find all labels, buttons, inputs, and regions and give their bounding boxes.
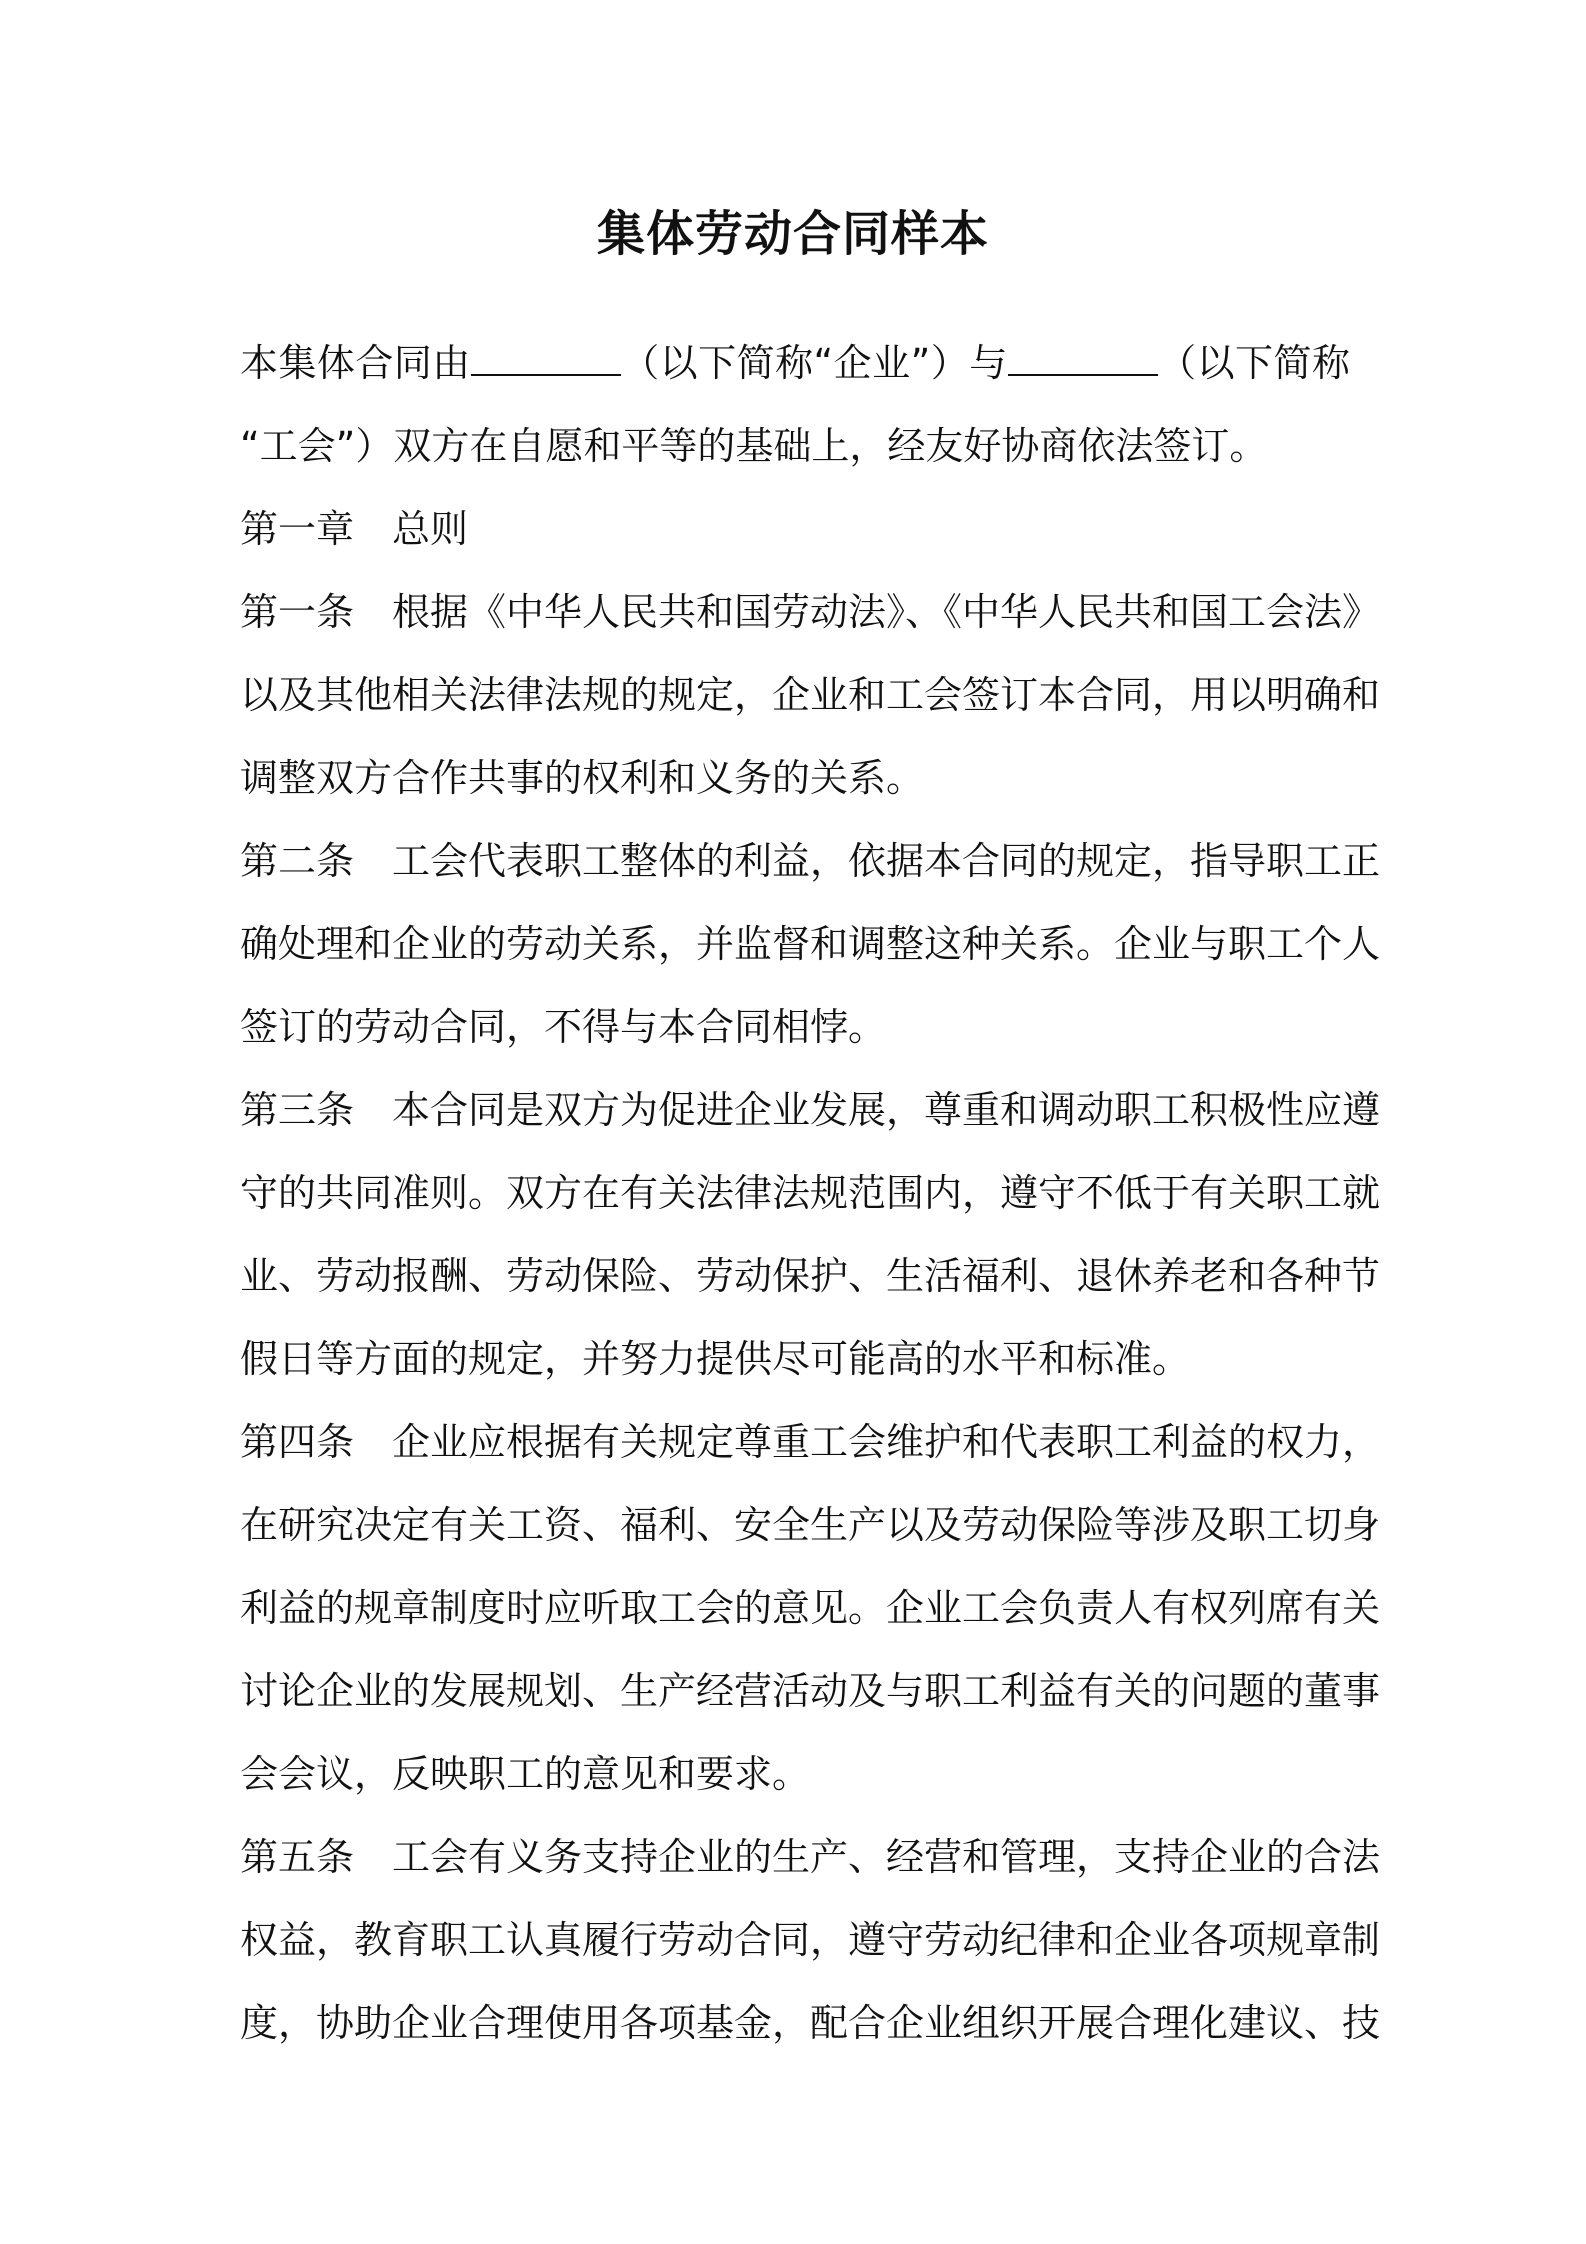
article-4-line: 在研究决定有关工资、福利、安全生产以及劳动保险等涉及职工切身	[240, 1503, 1381, 1547]
article-3	[240, 1069, 1381, 1401]
chapter-heading: 第一章 总则	[240, 507, 469, 551]
article-4-line: 讨论企业的发展规划、生产经营活动及与职工利益有关的问题的董事	[240, 1669, 1381, 1713]
article-3-line: 业、劳动报酬、劳动保险、劳动保护、生活福利、退休养老和各种节	[240, 1254, 1381, 1298]
article-5-line: 第五条 工会有义务支持企业的生产、经营和管理，支持企业的合法	[240, 1835, 1381, 1879]
union-name-blank	[1008, 344, 1158, 376]
article-5-line: 权益，教育职工认真履行劳动合同，遵守劳动纪律和企业各项规章制	[240, 1918, 1381, 1962]
article-2-line: 第二条 工会代表职工整体的利益，依据本合同的规定，指导职工正	[240, 839, 1381, 883]
article-3-line: 假日等方面的规定，并努力提供尽可能高的水平和标准。	[240, 1337, 1191, 1381]
article-1-line: 以及其他相关法律法规的规定，企业和工会签订本合同，用以明确和	[240, 673, 1381, 717]
preamble	[240, 322, 1350, 488]
preamble-text-a: 本集体合同由	[240, 341, 471, 385]
article-3-line: 守的共同准则。双方在有关法律法规范围内，遵守不低于有关职工就	[240, 1171, 1381, 1215]
preamble-text-b: （以下简称“企业”）与	[620, 341, 1008, 385]
article-2-line: 确处理和企业的劳动关系，并监督和调整这种关系。企业与职工个人	[240, 922, 1381, 966]
article-4-line: 第四条 企业应根据有关规定尊重工会维护和代表职工利益的权力，	[240, 1420, 1381, 1464]
article-1-line: 第一条 根据《中华人民共和国劳动法》、《中华人民共和国工会法》	[240, 590, 1381, 634]
article-4-line: 利益的规章制度时应听取工会的意见。企业工会负责人有权列席有关	[240, 1586, 1381, 1630]
article-1-line: 调整双方合作共事的权利和义务的关系。	[240, 756, 925, 800]
article-5-line: 度，协助企业合理使用各项基金，配合企业组织开展合理化建议、技	[240, 2001, 1381, 2045]
article-5	[240, 1816, 1381, 2065]
article-2	[240, 820, 1381, 1069]
preamble-line-1	[240, 322, 1350, 405]
document-body	[240, 322, 1381, 2065]
article-4	[240, 1401, 1381, 1816]
document-title: 集体劳动合同样本	[596, 206, 989, 262]
article-4-line: 会会议，反映职工的意见和要求。	[240, 1752, 811, 1796]
article-3-line: 第三条 本合同是双方为促进企业发展，尊重和调动职工积极性应遵	[240, 1088, 1381, 1132]
article-1	[240, 571, 1381, 820]
preamble-line-2: “工会”）双方在自愿和平等的基础上，经友好协商依法签订。	[240, 424, 1268, 468]
preamble-text-c: （以下简称	[1157, 341, 1350, 385]
article-2-line: 签订的劳动合同，不得与本合同相悖。	[240, 1005, 887, 1049]
enterprise-name-blank	[471, 344, 621, 376]
